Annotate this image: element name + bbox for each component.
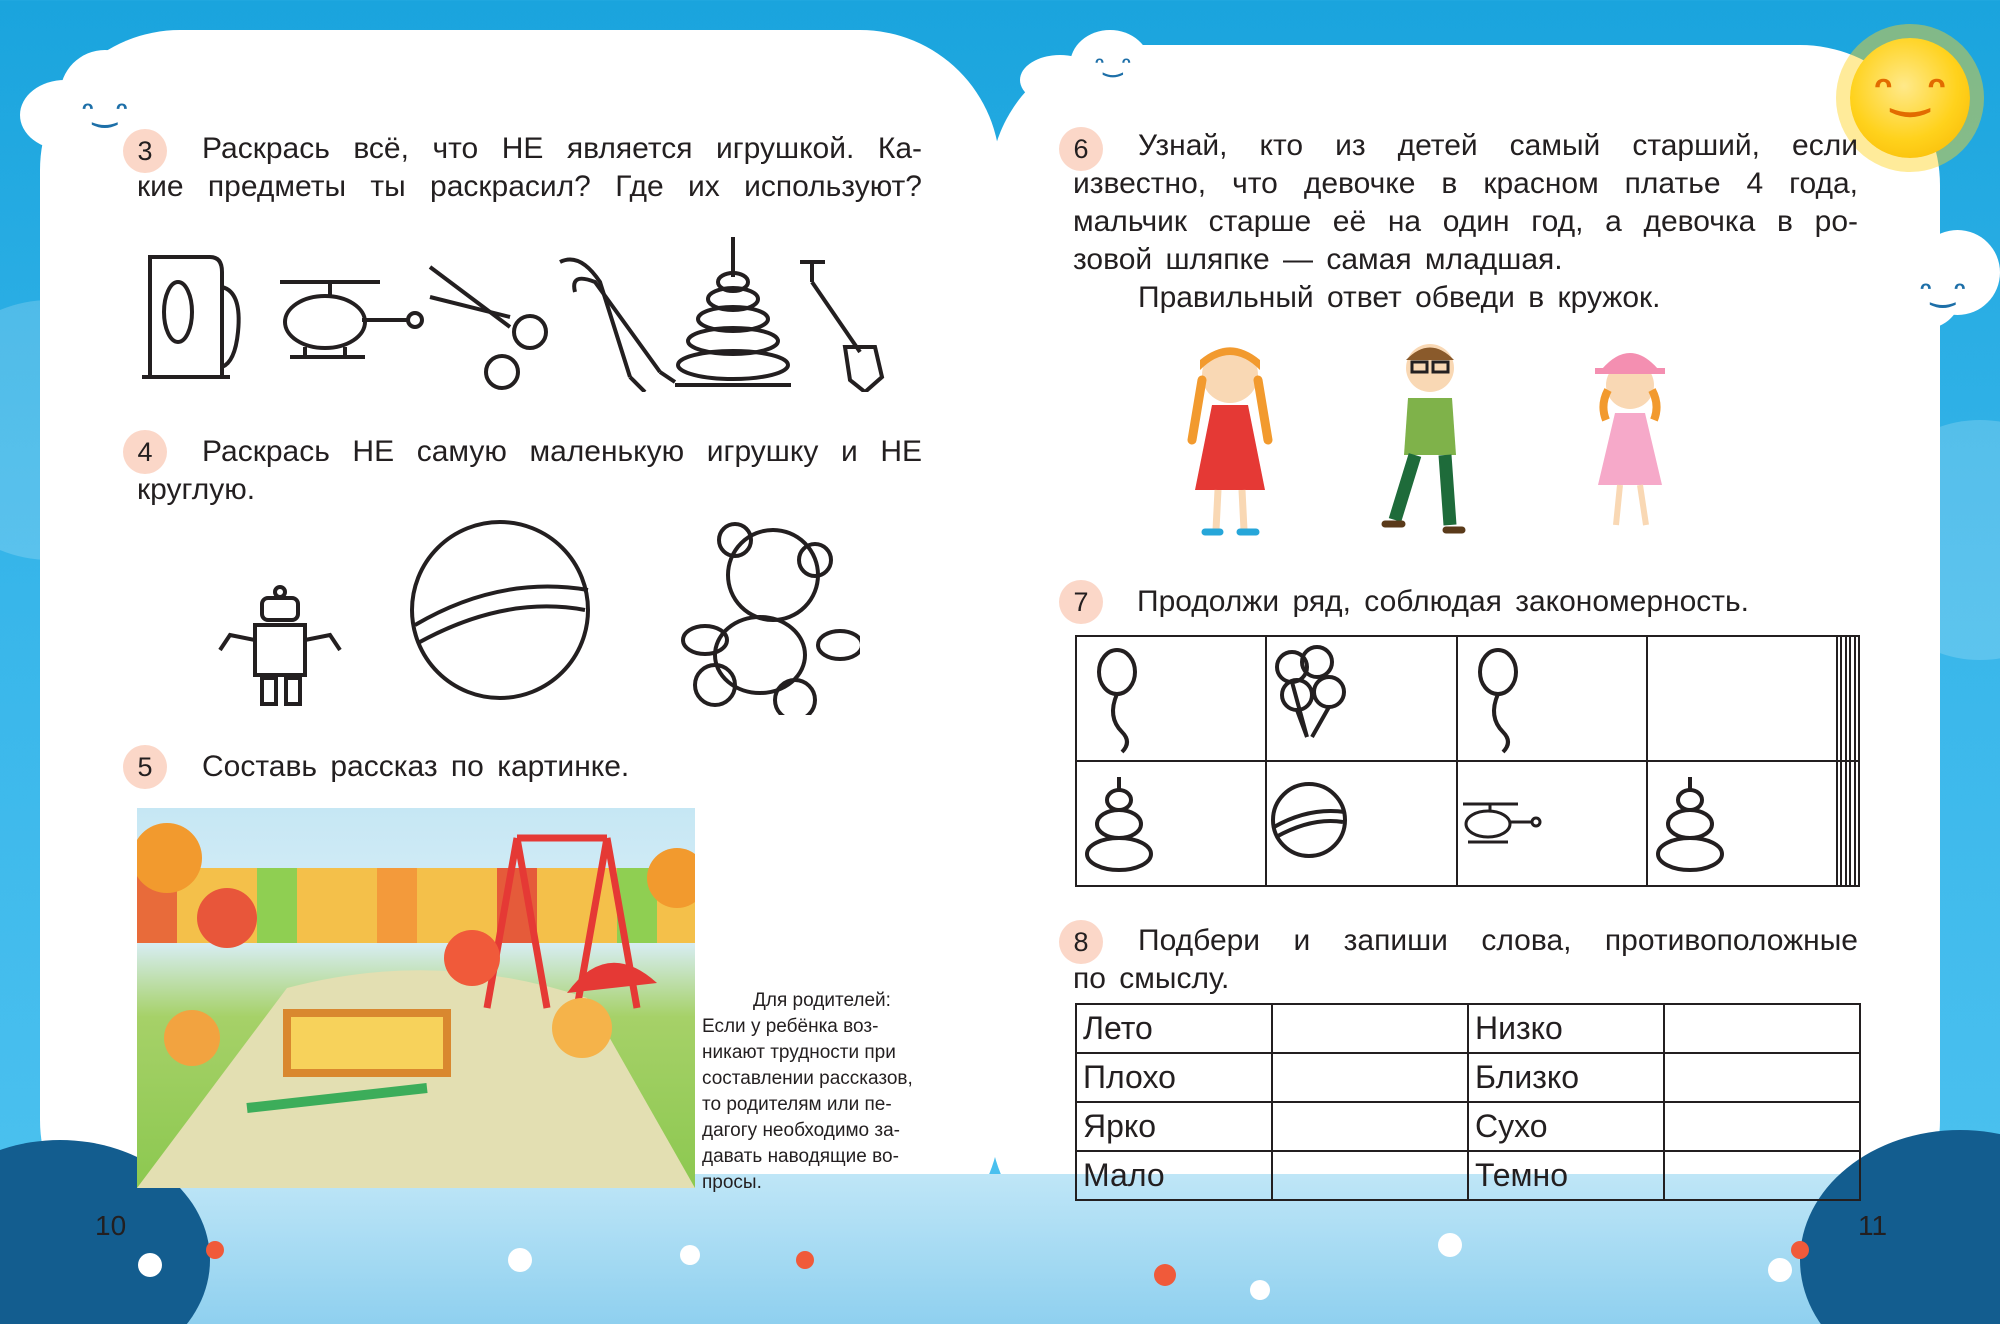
pattern-cell [1076,636,1266,761]
parents-note-line: Если у ребёнка воз- [702,1016,879,1037]
task-6-children[interactable] [1180,340,1700,540]
task-6-line-3: мальчик старше её на один год, а девочка в ро- [1073,205,1858,238]
pattern-row-1 [1076,636,1859,761]
parents-note-line: то родителям или пе- [702,1094,892,1115]
sun-icon: ᵔ‿ᵔ [1850,38,1970,158]
parents-note-line: давать наводящие во- [702,1146,899,1167]
parents-note-line: дагогу необходимо за- [702,1120,900,1141]
red-flower-icon [206,1241,1809,1286]
cloud-top-left-icon: ᵔ‿ᵔ [20,40,170,150]
pattern-row-2 [1076,761,1859,886]
task-4-line-1: Раскрась НЕ самую маленькую игрушку и НЕ [202,435,922,468]
pattern-cell [1266,636,1456,761]
ground-flowers [0,1230,2000,1324]
antonym-word: Лето [1076,1004,1272,1053]
task-3-items [130,232,910,392]
antonym-word: Сухо [1468,1102,1664,1151]
parents-note-line: составлении рассказов, [702,1068,913,1089]
antonym-word: Темно [1468,1151,1664,1200]
balloon-bunch-icon [1267,637,1352,755]
girl-red-dress-icon[interactable] [1192,347,1268,532]
antonym-word: Мало [1076,1151,1272,1200]
ring-pyramid-icon [1648,762,1733,880]
task-5-text: Составь рассказ по картинке. [202,750,630,783]
pruning-shears-icon [560,260,675,393]
boy-glasses-icon[interactable] [1385,344,1462,530]
pattern-cell [1266,761,1456,886]
page-number-right: 11 [1858,1210,1888,1241]
task-6-number: 6 [1059,127,1103,171]
child-icon [197,888,257,948]
antonym-answer-field[interactable] [1272,1151,1468,1200]
task-8-line-2: по смыслу. [1073,962,1230,995]
antonym-answer-field[interactable] [1664,1053,1860,1102]
ball-icon [1267,762,1352,880]
ring-pyramid-icon [675,237,791,385]
pattern-grid [1075,635,1860,887]
task-6-line-1: Узнай, кто из детей самый старший, если [1138,129,1858,162]
parents-note-line: никают трудности при [702,1042,896,1063]
antonym-word: Плохо [1076,1053,1272,1102]
balloon-icon [1458,637,1543,755]
pattern-cell [1457,761,1647,886]
task-3-text [137,130,922,206]
task-8-line-1: Подбери и запиши слова, противоположные [1138,924,1858,957]
antonym-row [1076,1004,1860,1053]
ring-pyramid-icon [1077,762,1162,880]
pattern-cell-empty[interactable] [1855,761,1859,886]
antonym-row [1076,1151,1860,1200]
pattern-cell [1457,636,1647,761]
pattern-cell-empty[interactable] [1647,636,1837,761]
pattern-cell [1647,761,1837,886]
antonym-answer-field[interactable] [1272,1004,1468,1053]
task-4-line-2: круглую. [137,473,256,506]
task-4-items [200,510,860,715]
antonym-row [1076,1053,1860,1102]
task-7-number: 7 [1059,580,1103,624]
antonym-answer-field[interactable] [1664,1151,1860,1200]
pattern-cell [1076,761,1266,886]
sandbox [287,1013,447,1073]
antonyms-table [1075,1003,1861,1201]
parents-note-line: просы. [702,1172,762,1193]
toy-helicopter-icon [1458,762,1543,880]
task-8-number: 8 [1059,920,1103,964]
balloon-icon [1077,637,1162,755]
umbrella-icon [567,963,657,993]
teddy-bear-icon [683,524,860,715]
child-icon [552,998,612,1058]
task-8-text [1073,922,1858,998]
antonym-word: Низко [1468,1004,1664,1053]
pattern-cell-empty[interactable] [1855,636,1859,761]
task-3-number: 3 [123,129,167,173]
kettle-icon [142,257,239,377]
task-3-line-2: кие предметы ты раскрасил? Где их используют? [137,170,922,203]
antonym-row [1076,1102,1860,1151]
antonym-word: Близко [1468,1053,1664,1102]
task-4-text [137,433,922,509]
antonym-answer-field[interactable] [1664,1102,1860,1151]
girl-pink-hat-icon[interactable] [1595,353,1665,525]
scissors-icon [430,267,546,388]
shovel-icon [800,262,882,392]
antonym-answer-field[interactable] [1272,1053,1468,1102]
task-7-text: Продолжи ряд, соблюдая закономерность. [1137,585,1749,618]
cloud-right-icon: ᵔ‿ᵔ [1880,225,2000,335]
parents-note-title: Для родителей: [753,990,891,1011]
child-icon [164,1010,220,1066]
parents-note [702,988,942,1196]
toy-helicopter-icon [280,282,422,357]
robot-icon [220,587,340,704]
task-6-line-2: известно, что девочке в красном платье 4 года, [1073,167,1858,200]
page-number-left: 10 [95,1210,127,1241]
child-icon [444,930,500,986]
task-6-line-5: Правильный ответ обведи в кружок. [1138,281,1661,314]
task-6-text [1073,127,1858,317]
task-3-line-1: Раскрась всё, что НЕ является игрушкой. Ка- [202,132,922,165]
task-6-line-4: зовой шляпке — самая младшая. [1073,243,1563,276]
antonym-answer-field[interactable] [1272,1102,1468,1151]
ball-icon [412,522,588,698]
task-5-number: 5 [123,745,167,789]
antonym-answer-field[interactable] [1664,1004,1860,1053]
cloud-top-center-icon: ᵔ‿ᵔ [1020,30,1190,110]
daisy-icon [138,1233,1792,1300]
task-4-number: 4 [123,430,167,474]
antonym-word: Ярко [1076,1102,1272,1151]
playground-picture [137,808,695,1188]
